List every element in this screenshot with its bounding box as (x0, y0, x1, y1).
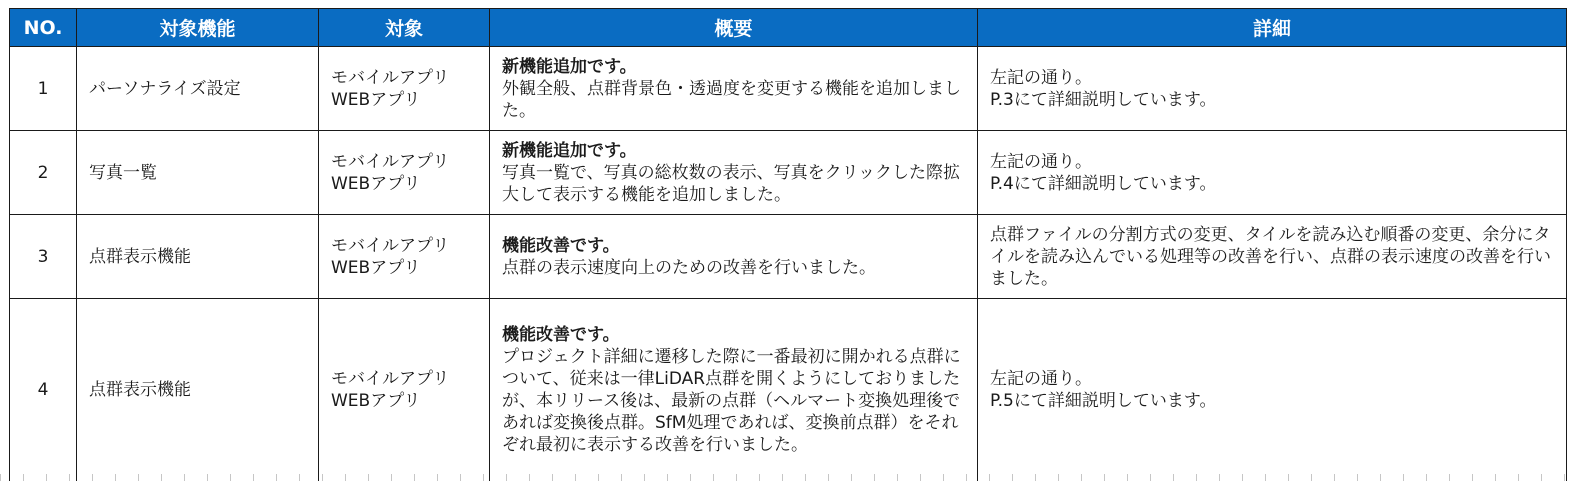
detail-line: 左記の通り。 (990, 67, 1092, 88)
summary-lead: 新機能追加です。 (502, 56, 637, 77)
target-cell (319, 299, 490, 481)
target-cell (319, 215, 490, 299)
table-row (10, 47, 1567, 131)
row-number: 3 (10, 215, 77, 299)
detail-cell (978, 47, 1567, 131)
feature-cell: 点群表示機能 (77, 215, 319, 299)
detail-line: 点群ファイルの分割方式の変更、タイルを読み込む順番の変更、余分にタイルを読み込んでいる処理等の改善を行い、点群の表示速度の改善を行いました。 (990, 224, 1551, 289)
detail-line: 左記の通り。 (990, 151, 1092, 172)
row-number: 2 (10, 131, 77, 215)
summary-lead: 新機能追加です。 (502, 140, 637, 161)
page-break-ruler (0, 474, 1575, 481)
detail-cell (978, 299, 1567, 481)
release-notes-table-wrap (9, 8, 1566, 481)
release-notes-table (9, 8, 1567, 481)
target-web: WEBアプリ (331, 391, 421, 411)
detail-line: 左記の通り。 (990, 369, 1092, 389)
table-row (10, 215, 1567, 299)
target-web: WEBアプリ (331, 89, 421, 110)
feature-cell: 点群表示機能 (77, 299, 319, 481)
target-cell (319, 47, 490, 131)
summary-cell (490, 215, 978, 299)
table-row (10, 299, 1567, 481)
header-target: 対象 (319, 9, 490, 47)
summary-cell (490, 131, 978, 215)
detail-line: P.5にて詳細説明しています。 (990, 391, 1217, 411)
detail-line: P.4にて詳細説明しています。 (990, 173, 1217, 194)
summary-lead: 機能改善です。 (502, 235, 620, 256)
summary-text: 写真一覧で、写真の総枚数の表示、写真をクリックした際拡大して表示する機能を追加しました。 (502, 162, 960, 205)
row-number: 1 (10, 47, 77, 131)
target-web: WEBアプリ (331, 173, 421, 194)
target-mobile: モバイルアプリ (331, 369, 450, 389)
feature-cell: パーソナライズ設定 (77, 47, 319, 131)
header-row (10, 9, 1567, 47)
detail-cell (978, 131, 1567, 215)
header-summary: 概要 (490, 9, 978, 47)
header-detail: 詳細 (978, 9, 1567, 47)
header-no: NO. (10, 9, 77, 47)
detail-cell (978, 215, 1567, 299)
feature-cell: 写真一覧 (77, 131, 319, 215)
detail-line: P.3にて詳細説明しています。 (990, 89, 1217, 110)
summary-text: プロジェクト詳細に遷移した際に一番最初に開かれる点群について、従来は一律LiDAR点群を開くようにしておりましたが、本リリース後は、最新の点群（ヘルマート変換処理後であれば変換後点群。SfM処理であれば、変換前点群）をそれぞれ最初に表示する改善を行いました。 (502, 347, 961, 455)
target-mobile: モバイルアプリ (331, 67, 450, 88)
summary-cell (490, 299, 978, 481)
summary-text: 外観全般、点群背景色・透過度を変更する機能を追加しました。 (502, 78, 961, 121)
summary-lead: 機能改善です。 (502, 325, 620, 345)
summary-cell (490, 47, 978, 131)
target-cell (319, 131, 490, 215)
table-row (10, 131, 1567, 215)
target-web: WEBアプリ (331, 257, 421, 278)
target-mobile: モバイルアプリ (331, 151, 450, 172)
row-number: 4 (10, 299, 77, 481)
summary-text: 点群の表示速度向上のための改善を行いました。 (502, 257, 876, 278)
target-mobile: モバイルアプリ (331, 235, 450, 256)
header-feature: 対象機能 (77, 9, 319, 47)
